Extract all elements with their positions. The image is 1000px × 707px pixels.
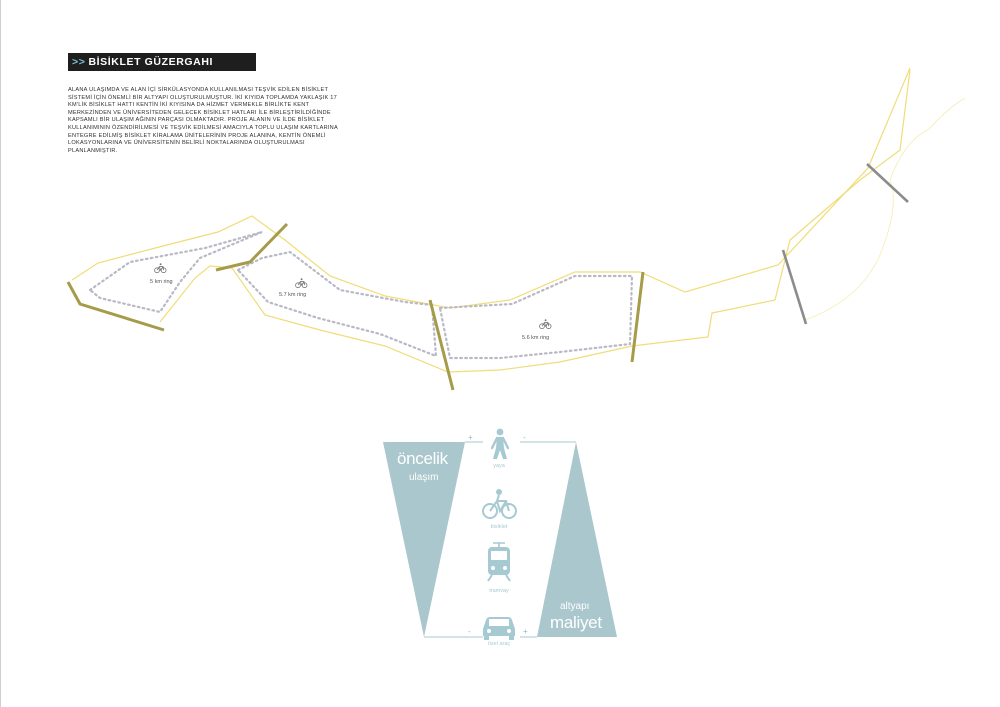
priority-plus-sign: + xyxy=(468,433,473,442)
bridge-6 xyxy=(867,164,908,202)
title-arrows: >> xyxy=(72,56,86,68)
priority-minus-sign: - xyxy=(468,627,471,636)
ring-2-bicycle-icon xyxy=(296,278,307,287)
title-text: BİSİKLET GÜZERGAHI xyxy=(88,56,214,68)
bridge-1 xyxy=(68,282,164,330)
bridge-4 xyxy=(632,272,643,362)
bicycle-label: bisiklet xyxy=(490,524,508,530)
site-boundary-south xyxy=(160,70,910,372)
bridge-5 xyxy=(783,250,806,324)
ring-1-bicycle-icon xyxy=(155,263,166,272)
ring-3-label: 5.6 km ring xyxy=(522,335,550,341)
priority-title: öncelik xyxy=(397,449,448,468)
bike-ring-2-path xyxy=(238,252,436,356)
pedestrian-icon xyxy=(492,429,508,459)
cost-minus-sign: - xyxy=(523,433,526,442)
ring-1-label: 5 km ring xyxy=(150,279,173,285)
ring-2-label: 5.7 km ring xyxy=(279,292,307,298)
tram-label: tramvay xyxy=(489,588,509,594)
ring-3-bicycle-icon xyxy=(540,319,551,328)
bicycle-icon xyxy=(483,489,516,518)
bike-ring-1-path xyxy=(90,232,262,312)
bridges xyxy=(68,164,908,390)
car-icon xyxy=(483,617,515,640)
site-boundary xyxy=(72,68,910,308)
east-shoreline xyxy=(805,98,965,320)
cost-plus-sign: + xyxy=(523,627,528,636)
tram-icon xyxy=(488,543,510,581)
car-label: özel araç xyxy=(487,641,511,647)
priority-subtitle: ulaşım xyxy=(409,472,439,483)
cost-subtitle: altyapı xyxy=(560,601,590,612)
pedestrian-label: yaya xyxy=(493,463,505,469)
description-paragraph: ALANA ULAŞIMDA VE ALAN İÇİ SİRKÜLASYONDA KULLANILMASI TEŞVİK EDİLEN BİSİKLET SİSTEMİ İÇİN ÖNEMLİ BİR ALTYAPI OLUŞTURULMUŞTUR. İKİ KIYIDA TOPLAMDA YAKLAŞIK 17 KM'LİK BİSİKLET HATTI KENTİN İKİ KIYISINA DA HİZMET VERMEKLE BİRLİKTE KENT MERKEZİNDEN VE ÜNİVERSİTEDEN GELECEK BİSİKLET HATLARI İLE BİRLEŞTİRİLDİĞİNDE KAPSAMLI BİR ULAŞIM AĞININ PARÇASI OLMAKTADIR. PROJE ALANIN VE İLDE BİSİKLET KULLANIMININ ÖZENDİRİLMESİ VE TEŞVİK EDİLMESİ AMACIYLA TOPLU ULAŞIM KARTLARINA ENTEGRE EDİLMİŞ BİSİKLET KİRALAMA ÜNİTELERİNİN PROJE ALANINA, KENTİN ÖNEMLİ LOKASYONLARINA VE ÜNİVERSİTENİN BELİRLİ NOKTALARINDA OLUŞTURULMASI PLANLANMIŞTIR. xyxy=(68,87,338,154)
cost-title: maliyet xyxy=(550,613,602,632)
